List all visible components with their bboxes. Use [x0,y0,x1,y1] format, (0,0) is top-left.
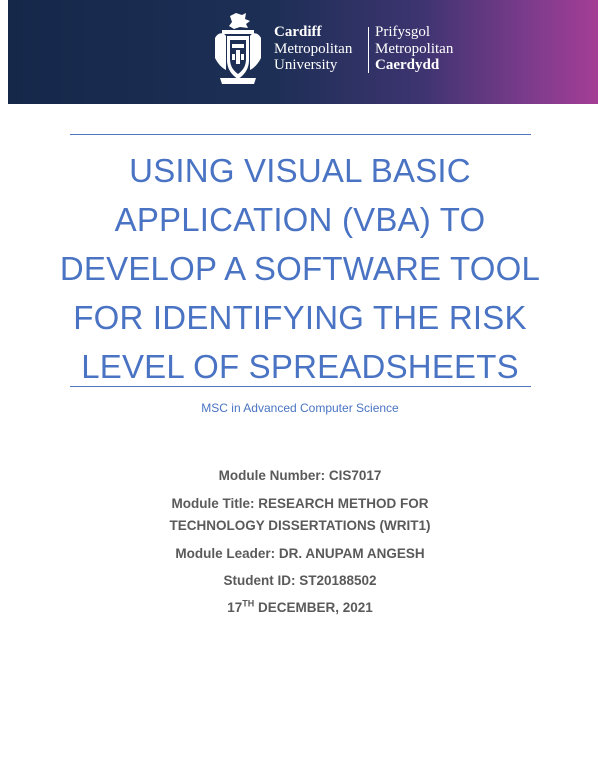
title-top-rule [70,134,531,135]
logo-line: Caerdydd [375,57,440,73]
document-title [40,146,560,391]
university-crest-icon [212,12,264,86]
date-day: 17 [227,600,243,615]
submission-date [100,598,500,618]
logo-line: Metropolitan [375,40,454,57]
module-number: Module Number: CIS7017 [218,468,382,483]
module-title [100,493,500,537]
title-line: USING VISUAL BASIC [129,152,471,189]
title-line: DEVELOP A SOFTWARE TOOL [59,250,541,287]
logo-line: Prifysgol [375,24,431,40]
logo-line: University [274,57,338,73]
title-line: FOR IDENTIFYING THE RISK [73,299,527,336]
logo-text-welsh [375,24,453,74]
student-id: Student ID: ST20188502 [223,573,377,588]
title-line: APPLICATION (VBA) TO [114,201,486,238]
logo-text-english [274,24,352,74]
degree-subtitle: MSC in Advanced Computer Science [201,401,399,415]
date-suffix: TH [242,598,255,609]
title-bottom-rule [70,386,531,387]
title-line: LEVEL OF SPREADSHEETS [81,348,519,385]
module-title-line: Module Title: RESEARCH METHOD FOR [171,496,429,511]
logo-divider [368,27,369,73]
module-details [100,466,500,625]
logo-line: Metropolitan [274,40,353,57]
module-leader: Module Leader: DR. ANUPAM ANGESH [175,546,425,561]
date-rest: DECEMBER, 2021 [254,600,373,615]
logo-line: Cardiff [274,24,322,40]
module-title-line: TECHNOLOGY DISSERTATIONS (WRIT1) [169,518,431,533]
